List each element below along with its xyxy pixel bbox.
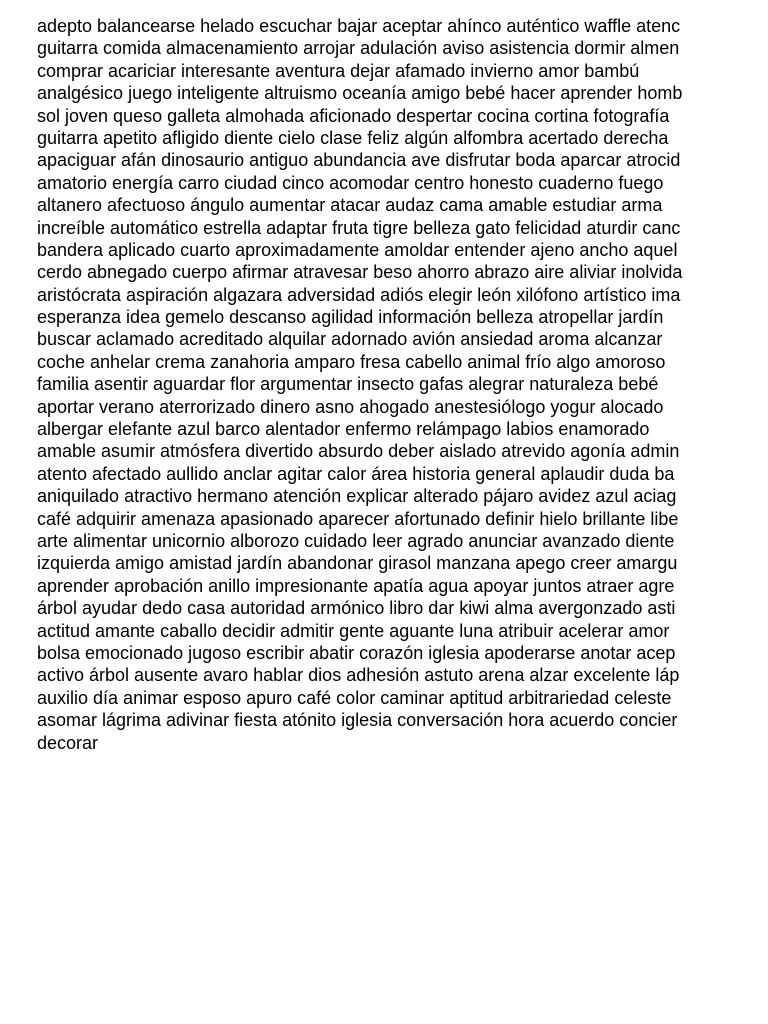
text-line: amatorio energía carro ciudad cinco acomodar centro honesto cuaderno fuego: [37, 172, 664, 193]
text-line: árbol ayudar dedo casa autoridad armónico libro dar kiwi alma avergonzado asti: [37, 598, 676, 619]
text-line: guitarra comida almacenamiento arrojar adulación aviso asistencia dormir almen: [37, 38, 680, 59]
text-line: bandera aplicado cuarto aproximadamente amoldar entender ajeno ancho aquel: [37, 239, 678, 260]
text-line: aportar verano aterrorizado dinero asno ahogado anestesiólogo yogur alocado: [37, 396, 664, 417]
text-line: izquierda amigo amistad jardín abandonar girasol manzana apego creer amargu: [37, 553, 678, 574]
text-line: bolsa emocionado jugoso escribir abatir corazón iglesia apoderarse anotar acep: [37, 642, 676, 663]
text-line: asomar lágrima adivinar fiesta atónito iglesia conversación hora acuerdo concier: [37, 710, 678, 731]
text-line: sol joven queso galleta almohada aficionado despertar cocina cortina fotografía: [37, 105, 670, 126]
text-line: decorar: [37, 732, 99, 753]
text-line: atento afectado aullido anclar agitar calor área historia general aplaudir duda ba: [37, 463, 675, 484]
text-line: coche anhelar crema zanahoria amparo fresa cabello animal frío algo amoroso: [37, 351, 666, 372]
text-line: actitud amante caballo decidir admitir gente aguante luna atribuir acelerar amor: [37, 620, 670, 641]
text-line: increíble automático estrella adaptar fruta tigre belleza gato felicidad aturdir canc: [37, 217, 681, 238]
text-body: [37, 15, 768, 754]
text-line: analgésico juego inteligente altruismo oceanía amigo bebé hacer aprender homb: [37, 83, 683, 104]
text-line: aristócrata aspiración algazara adversidad adiós elegir león xilófono artístico ima: [37, 284, 681, 305]
text-line: familia asentir aguardar flor argumentar insecto gafas alegrar naturaleza bebé: [37, 374, 659, 395]
text-line: aniquilado atractivo hermano atención explicar alterado pájaro avidez azul aciag: [37, 486, 677, 507]
text-line: altanero afectuoso ángulo aumentar atacar audaz cama amable estudiar arma: [37, 195, 663, 216]
text-line: adepto balancearse helado escuchar bajar aceptar ahínco auténtico waffle atenc: [37, 16, 681, 36]
text-line: albergar elefante azul barco alentador enfermo relámpago labios enamorado: [37, 419, 650, 440]
text-line: comprar acariciar interesante aventura dejar afamado invierno amor bambú: [37, 60, 640, 81]
text-line: aprender aprobación anillo impresionante apatía agua apoyar juntos atraer agre: [37, 575, 675, 596]
text-line: auxilio día animar esposo apuro café color caminar aptitud arbitrariedad celeste: [37, 687, 672, 708]
text-line: amable asumir atmósfera divertido absurdo deber aislado atrevido agonía admin: [37, 441, 680, 462]
text-line: café adquirir amenaza apasionado aparecer afortunado definir hielo brillante libe: [37, 508, 679, 529]
text-line: arte alimentar unicornio alborozo cuidado leer agrado anunciar avanzado diente: [37, 530, 675, 551]
text-line: activo árbol ausente avaro hablar dios adhesión astuto arena alzar excelente láp: [37, 665, 680, 686]
text-line: buscar aclamado acreditado alquilar adornado avión ansiedad aroma alcanzar: [37, 329, 663, 350]
text-line: guitarra apetito afligido diente cielo clase feliz algún alfombra acertado derecha: [37, 127, 669, 148]
text-line: esperanza idea gemelo descanso agilidad información belleza atropellar jardín: [37, 307, 664, 328]
text-line: cerdo abnegado cuerpo afirmar atravesar beso ahorro abrazo aire aliviar inolvida: [37, 262, 683, 283]
text-line: apaciguar afán dinosaurio antiguo abundancia ave disfrutar boda aparcar atrocid: [37, 150, 681, 171]
